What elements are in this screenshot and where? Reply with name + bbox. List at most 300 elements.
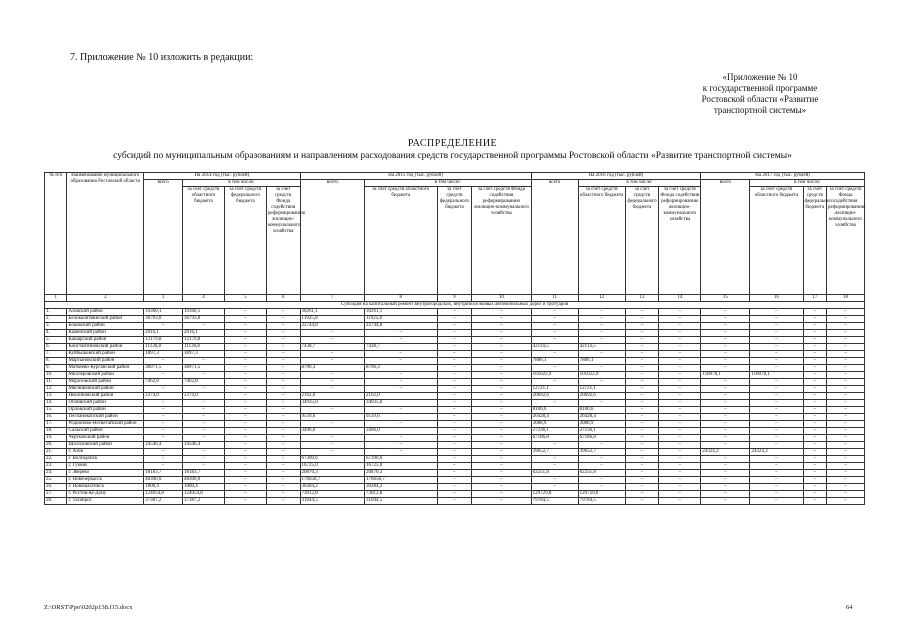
amount-cell: – bbox=[364, 351, 437, 358]
amount-cell: – bbox=[701, 344, 750, 351]
amount-cell: 34546,4 bbox=[183, 442, 225, 449]
amount-cell: – bbox=[437, 393, 472, 400]
amount-cell: 79784,5 bbox=[578, 498, 625, 505]
amount-cell: – bbox=[803, 449, 827, 456]
amount-cell: – bbox=[625, 372, 659, 379]
municipality-name: Орловский район bbox=[67, 407, 144, 414]
amount-cell: – bbox=[625, 309, 659, 316]
header-2017: На 2017 год (тыс. рублей) bbox=[701, 173, 865, 180]
header-fed: за счет средств федерального бюджета bbox=[437, 187, 472, 295]
amount-cell: – bbox=[224, 330, 266, 337]
amount-cell: – bbox=[625, 456, 659, 463]
municipality-name: Мясниковский район bbox=[67, 386, 144, 393]
municipality-name: г. Новошахтинск bbox=[67, 484, 144, 491]
amount-cell: – bbox=[803, 379, 827, 386]
table-row bbox=[45, 330, 865, 337]
amount-cell: – bbox=[659, 498, 701, 505]
amount-cell: 7886,1 bbox=[578, 358, 625, 365]
table-row bbox=[45, 323, 865, 330]
amount-cell: – bbox=[472, 498, 531, 505]
amount-cell: – bbox=[224, 470, 266, 477]
amount-cell: – bbox=[472, 379, 531, 386]
amount-cell: – bbox=[803, 428, 827, 435]
table-header bbox=[45, 173, 865, 295]
amount-cell: 11925,8 bbox=[364, 316, 437, 323]
amount-cell: – bbox=[659, 337, 701, 344]
amount-cell: – bbox=[803, 484, 827, 491]
amount-cell: – bbox=[224, 484, 266, 491]
amount-cell: – bbox=[625, 379, 659, 386]
amount-cell: – bbox=[224, 414, 266, 421]
amount-cell: – bbox=[183, 358, 225, 365]
amount-cell: 1897,3 bbox=[183, 351, 225, 358]
amount-cell: – bbox=[224, 428, 266, 435]
amount-cell: – bbox=[578, 456, 625, 463]
amount-cell: – bbox=[266, 351, 300, 358]
amount-cell: – bbox=[701, 358, 750, 365]
amount-cell: – bbox=[701, 337, 750, 344]
municipality-name: г. Азов bbox=[67, 449, 144, 456]
amount-cell: – bbox=[827, 365, 865, 372]
column-numbers-row bbox=[45, 295, 865, 302]
amount-cell: – bbox=[437, 309, 472, 316]
column-number: 5 bbox=[224, 295, 266, 302]
amount-cell: – bbox=[625, 498, 659, 505]
amount-cell: – bbox=[750, 498, 803, 505]
amount-cell: 118078,1 bbox=[701, 372, 750, 379]
amount-cell: 34546,4 bbox=[144, 442, 183, 449]
amount-cell: – bbox=[803, 365, 827, 372]
amount-cell: 7438,7 bbox=[300, 344, 364, 351]
amount-cell: – bbox=[827, 316, 865, 323]
amount-cell: 2162,0 bbox=[364, 393, 437, 400]
municipality-name: Матвеево-Курганский район bbox=[67, 365, 144, 372]
amount-cell: 73012,8 bbox=[364, 491, 437, 498]
amount-cell: 2374,0 bbox=[144, 393, 183, 400]
municipality-name: Чертковский район bbox=[67, 435, 144, 442]
header-incl: в том числе: bbox=[578, 180, 701, 187]
amount-cell: – bbox=[803, 323, 827, 330]
amount-cell: – bbox=[144, 414, 183, 421]
header-fond: за счет средств Фонда содействия реформированию жилищно-коммунального хозяйства bbox=[827, 187, 865, 295]
amount-cell: – bbox=[827, 428, 865, 435]
amount-cell: – bbox=[827, 484, 865, 491]
amount-cell: – bbox=[224, 407, 266, 414]
column-number: 13 bbox=[625, 295, 659, 302]
municipality-name: Каменский район bbox=[67, 330, 144, 337]
header-obl: за счет средств областного бюджета bbox=[183, 187, 225, 295]
municipality-name: Азовский район bbox=[67, 309, 144, 316]
amount-cell: 7462,8 bbox=[183, 379, 225, 386]
amount-cell: 176658,7 bbox=[300, 477, 364, 484]
amount-cell: – bbox=[578, 463, 625, 470]
amount-cell: – bbox=[659, 351, 701, 358]
header-fed: за счет средств федерального бюджета bbox=[224, 187, 266, 295]
annex-line: «Приложение № 10 bbox=[722, 72, 798, 82]
amount-cell: – bbox=[224, 498, 266, 505]
amount-cell: – bbox=[144, 407, 183, 414]
amount-cell: 101022,9 bbox=[578, 372, 625, 379]
distribution-table bbox=[44, 172, 865, 505]
amount-cell: – bbox=[183, 456, 225, 463]
amount-cell: – bbox=[531, 309, 578, 316]
amount-cell: 42114,5 bbox=[578, 344, 625, 351]
amount-cell: – bbox=[750, 463, 803, 470]
amount-cell: – bbox=[803, 372, 827, 379]
amount-cell: – bbox=[750, 428, 803, 435]
row-number: 11. bbox=[45, 379, 67, 386]
amount-cell: – bbox=[300, 407, 364, 414]
amount-cell: 19360,1 bbox=[144, 309, 183, 316]
amount-cell: – bbox=[578, 330, 625, 337]
municipality-name: г. Таганрог bbox=[67, 498, 144, 505]
table-row bbox=[45, 498, 865, 505]
amount-cell: – bbox=[437, 442, 472, 449]
row-number: 1. bbox=[45, 309, 67, 316]
amount-cell: – bbox=[701, 414, 750, 421]
amount-cell: – bbox=[437, 463, 472, 470]
amount-cell: 67186,8 bbox=[531, 435, 578, 442]
amount-cell: – bbox=[827, 442, 865, 449]
footer-file-path: Z:\ORST\Ppo\0202p138.f15.docx bbox=[44, 604, 133, 611]
amount-cell: – bbox=[144, 456, 183, 463]
section-title: Субсидия на капитальный ремонт внутригородских, внутрипоселковых автомобильных дорог и тротуаров bbox=[45, 302, 865, 309]
amount-cell: – bbox=[472, 358, 531, 365]
annex-line: Ростовской области «Развитие bbox=[701, 94, 819, 104]
amount-cell: 38971,5 bbox=[183, 365, 225, 372]
amount-cell: – bbox=[750, 470, 803, 477]
amount-cell: 38971,5 bbox=[144, 365, 183, 372]
table-row bbox=[45, 351, 865, 358]
amount-cell: – bbox=[364, 449, 437, 456]
amount-cell: – bbox=[827, 330, 865, 337]
amount-cell: – bbox=[659, 309, 701, 316]
amount-cell: – bbox=[701, 365, 750, 372]
amount-cell: – bbox=[827, 470, 865, 477]
amount-cell: 30261,1 bbox=[300, 309, 364, 316]
amount-cell: – bbox=[183, 463, 225, 470]
column-number: 12 bbox=[578, 295, 625, 302]
amount-cell: – bbox=[437, 365, 472, 372]
amount-cell: – bbox=[827, 463, 865, 470]
amount-cell: – bbox=[472, 386, 531, 393]
amount-cell: – bbox=[803, 337, 827, 344]
amount-cell: – bbox=[701, 379, 750, 386]
amount-cell: 20870,3 bbox=[364, 470, 437, 477]
amount-cell: – bbox=[437, 400, 472, 407]
amount-cell: – bbox=[701, 442, 750, 449]
amount-cell: 129729,8 bbox=[578, 491, 625, 498]
amount-cell: – bbox=[659, 449, 701, 456]
municipality-name: г. Новочеркасск bbox=[67, 477, 144, 484]
amount-cell: – bbox=[224, 344, 266, 351]
amount-cell: – bbox=[266, 316, 300, 323]
amount-cell: – bbox=[750, 330, 803, 337]
amount-cell: – bbox=[144, 421, 183, 428]
amount-cell: – bbox=[472, 316, 531, 323]
row-number: 3. bbox=[45, 323, 67, 330]
amount-cell: 39652,7 bbox=[531, 449, 578, 456]
municipality-name: Белокалитвинский район bbox=[67, 316, 144, 323]
amount-cell: 16725,0 bbox=[364, 463, 437, 470]
amount-cell: – bbox=[472, 477, 531, 484]
table-row bbox=[45, 316, 865, 323]
amount-cell: – bbox=[224, 309, 266, 316]
amount-cell: – bbox=[625, 428, 659, 435]
amount-cell: – bbox=[266, 449, 300, 456]
amount-cell: – bbox=[266, 442, 300, 449]
amount-cell: – bbox=[437, 470, 472, 477]
amount-cell: – bbox=[625, 407, 659, 414]
amount-cell: – bbox=[183, 435, 225, 442]
amount-cell: – bbox=[659, 344, 701, 351]
amount-cell: 1800,4 bbox=[183, 484, 225, 491]
amount-cell: 27236,1 bbox=[578, 428, 625, 435]
amount-cell: – bbox=[364, 337, 437, 344]
amount-cell: – bbox=[364, 330, 437, 337]
amount-cell: – bbox=[659, 400, 701, 407]
amount-cell: – bbox=[701, 435, 750, 442]
table-row bbox=[45, 435, 865, 442]
amount-cell: – bbox=[659, 316, 701, 323]
amount-cell: – bbox=[659, 393, 701, 400]
amount-cell: – bbox=[224, 456, 266, 463]
amount-cell: 9539,6 bbox=[300, 414, 364, 421]
amount-cell: – bbox=[437, 456, 472, 463]
amount-cell: 16725,0 bbox=[300, 463, 364, 470]
row-number: 4. bbox=[45, 330, 67, 337]
amount-cell: – bbox=[144, 463, 183, 470]
amount-cell: – bbox=[266, 365, 300, 372]
amount-cell: – bbox=[659, 379, 701, 386]
amount-cell: – bbox=[803, 358, 827, 365]
amount-cell: – bbox=[750, 344, 803, 351]
amount-cell: – bbox=[827, 491, 865, 498]
amount-cell: – bbox=[266, 358, 300, 365]
municipality-name: Обливский район bbox=[67, 400, 144, 407]
amount-cell: 27236,1 bbox=[531, 428, 578, 435]
amount-cell: – bbox=[183, 386, 225, 393]
amount-cell: – bbox=[364, 435, 437, 442]
amount-cell: – bbox=[701, 484, 750, 491]
header-fed: за счет средств федерального бюджета bbox=[803, 187, 827, 295]
amount-cell: – bbox=[266, 393, 300, 400]
table-row bbox=[45, 470, 865, 477]
amount-cell: – bbox=[750, 491, 803, 498]
header-incl: в том числе: bbox=[364, 180, 531, 187]
amount-cell: 2374,0 bbox=[183, 393, 225, 400]
column-number: 17 bbox=[803, 295, 827, 302]
amount-cell: – bbox=[437, 316, 472, 323]
amount-cell: – bbox=[224, 323, 266, 330]
amount-cell: – bbox=[472, 393, 531, 400]
amount-cell: 39652,7 bbox=[578, 449, 625, 456]
amount-cell: – bbox=[578, 323, 625, 330]
amount-cell: – bbox=[300, 386, 364, 393]
municipality-name: Шолоховский район bbox=[67, 442, 144, 449]
table-row bbox=[45, 491, 865, 498]
row-number: 5. bbox=[45, 337, 67, 344]
amount-cell: 37387,2 bbox=[144, 498, 183, 505]
document-title bbox=[0, 138, 905, 162]
amount-cell: – bbox=[266, 386, 300, 393]
amount-cell: 2016,1 bbox=[144, 330, 183, 337]
header-2015: На 2015 год (тыс. рублей) bbox=[300, 173, 531, 180]
amount-cell: 3088,9 bbox=[578, 421, 625, 428]
amount-cell: – bbox=[266, 337, 300, 344]
amount-cell: – bbox=[625, 323, 659, 330]
amount-cell: – bbox=[472, 428, 531, 435]
amount-cell: – bbox=[701, 477, 750, 484]
amount-cell: – bbox=[803, 470, 827, 477]
table-row bbox=[45, 407, 865, 414]
amount-cell: – bbox=[827, 456, 865, 463]
municipality-name: Кашарский район bbox=[67, 337, 144, 344]
amount-cell: – bbox=[659, 407, 701, 414]
amount-cell: 24324,3 bbox=[701, 449, 750, 456]
amount-cell: 8100,6 bbox=[531, 407, 578, 414]
table-row bbox=[45, 344, 865, 351]
amount-cell: – bbox=[750, 477, 803, 484]
header-total: всего bbox=[531, 180, 578, 295]
amount-cell: – bbox=[625, 414, 659, 421]
amount-cell: – bbox=[578, 477, 625, 484]
amount-cell: 11136,8 bbox=[144, 344, 183, 351]
header-obl: за счет средств областного бюджета bbox=[750, 187, 803, 295]
amount-cell: – bbox=[266, 379, 300, 386]
column-number: 8 bbox=[364, 295, 437, 302]
amount-cell: – bbox=[750, 323, 803, 330]
amount-cell: – bbox=[659, 323, 701, 330]
column-number: 18 bbox=[827, 295, 865, 302]
amount-cell: 1897,3 bbox=[144, 351, 183, 358]
municipality-name: Неклиновский район bbox=[67, 393, 144, 400]
amount-cell: – bbox=[625, 337, 659, 344]
amount-cell: – bbox=[437, 491, 472, 498]
amount-cell: 7438,7 bbox=[364, 344, 437, 351]
amount-cell: – bbox=[827, 400, 865, 407]
amount-cell: 11136,8 bbox=[183, 344, 225, 351]
amount-cell: 1800,4 bbox=[144, 484, 183, 491]
amount-cell: – bbox=[437, 407, 472, 414]
amount-cell: – bbox=[266, 309, 300, 316]
amount-cell: – bbox=[659, 330, 701, 337]
amount-cell: – bbox=[750, 337, 803, 344]
row-number: 16. bbox=[45, 414, 67, 421]
amount-cell: 3496,0 bbox=[364, 428, 437, 435]
amount-cell: – bbox=[659, 358, 701, 365]
amount-cell: 176658,7 bbox=[364, 477, 437, 484]
amount-cell: – bbox=[266, 463, 300, 470]
amount-cell: – bbox=[364, 372, 437, 379]
row-number: 27. bbox=[45, 491, 67, 498]
amount-cell: – bbox=[827, 372, 865, 379]
amount-cell: – bbox=[364, 379, 437, 386]
amount-cell: 26428,4 bbox=[531, 414, 578, 421]
amount-cell: – bbox=[803, 400, 827, 407]
row-number: 26. bbox=[45, 484, 67, 491]
amount-cell: – bbox=[224, 365, 266, 372]
amount-cell: – bbox=[266, 323, 300, 330]
amount-cell: – bbox=[266, 477, 300, 484]
amount-cell: 31044,5 bbox=[364, 498, 437, 505]
table-row bbox=[45, 379, 865, 386]
amount-cell: – bbox=[750, 414, 803, 421]
amount-cell: – bbox=[701, 470, 750, 477]
amount-cell: – bbox=[437, 344, 472, 351]
amount-cell: – bbox=[659, 421, 701, 428]
amount-cell: 124054,8 bbox=[183, 491, 225, 498]
amount-cell: 12179,8 bbox=[183, 337, 225, 344]
amount-cell: – bbox=[625, 470, 659, 477]
amount-cell: – bbox=[659, 463, 701, 470]
amount-cell: – bbox=[144, 358, 183, 365]
amount-cell: – bbox=[437, 386, 472, 393]
amount-cell: – bbox=[183, 323, 225, 330]
table-row bbox=[45, 442, 865, 449]
amount-cell: – bbox=[437, 337, 472, 344]
amount-cell: – bbox=[750, 379, 803, 386]
amount-cell: 73012,8 bbox=[300, 491, 364, 498]
amount-cell: – bbox=[472, 344, 531, 351]
municipality-name: Миллеровский район bbox=[67, 372, 144, 379]
amount-cell: – bbox=[578, 316, 625, 323]
amount-cell: 8796,3 bbox=[300, 365, 364, 372]
amount-cell: 8796,3 bbox=[364, 365, 437, 372]
amount-cell: – bbox=[437, 351, 472, 358]
row-number: 28. bbox=[45, 498, 67, 505]
amount-cell: – bbox=[224, 351, 266, 358]
amount-cell: – bbox=[144, 386, 183, 393]
amount-cell: – bbox=[472, 470, 531, 477]
amount-cell: – bbox=[625, 449, 659, 456]
header-fond: за счет средств Фонда содействия реформированию жилищно-коммунального хозяйства bbox=[266, 187, 300, 295]
amount-cell: – bbox=[531, 365, 578, 372]
row-number: 6. bbox=[45, 344, 67, 351]
amount-cell: – bbox=[437, 428, 472, 435]
amount-cell: – bbox=[266, 491, 300, 498]
municipality-name: Песчанокопский район bbox=[67, 414, 144, 421]
amount-cell: – bbox=[531, 400, 578, 407]
amount-cell: – bbox=[300, 330, 364, 337]
amount-cell: – bbox=[224, 435, 266, 442]
amount-cell: 9539,6 bbox=[364, 414, 437, 421]
amount-cell: – bbox=[364, 407, 437, 414]
amount-cell: – bbox=[472, 414, 531, 421]
amount-cell: – bbox=[364, 442, 437, 449]
amount-cell: – bbox=[183, 407, 225, 414]
amount-cell: – bbox=[827, 337, 865, 344]
amount-cell: – bbox=[183, 449, 225, 456]
amount-cell: – bbox=[625, 316, 659, 323]
table-row bbox=[45, 463, 865, 470]
amount-cell: 26428,4 bbox=[578, 414, 625, 421]
amount-cell: – bbox=[224, 421, 266, 428]
amount-cell: – bbox=[827, 351, 865, 358]
amount-cell: – bbox=[144, 449, 183, 456]
amount-cell: – bbox=[300, 442, 364, 449]
amount-cell: – bbox=[625, 330, 659, 337]
amount-cell: – bbox=[437, 414, 472, 421]
amount-cell: 7462,8 bbox=[144, 379, 183, 386]
amount-cell: – bbox=[803, 442, 827, 449]
amount-cell: – bbox=[364, 386, 437, 393]
amount-cell: 62251,8 bbox=[578, 470, 625, 477]
amount-cell: – bbox=[437, 449, 472, 456]
amount-cell: 42114,5 bbox=[531, 344, 578, 351]
municipality-name: Константиновский район bbox=[67, 344, 144, 351]
amount-cell: 12721,1 bbox=[578, 386, 625, 393]
